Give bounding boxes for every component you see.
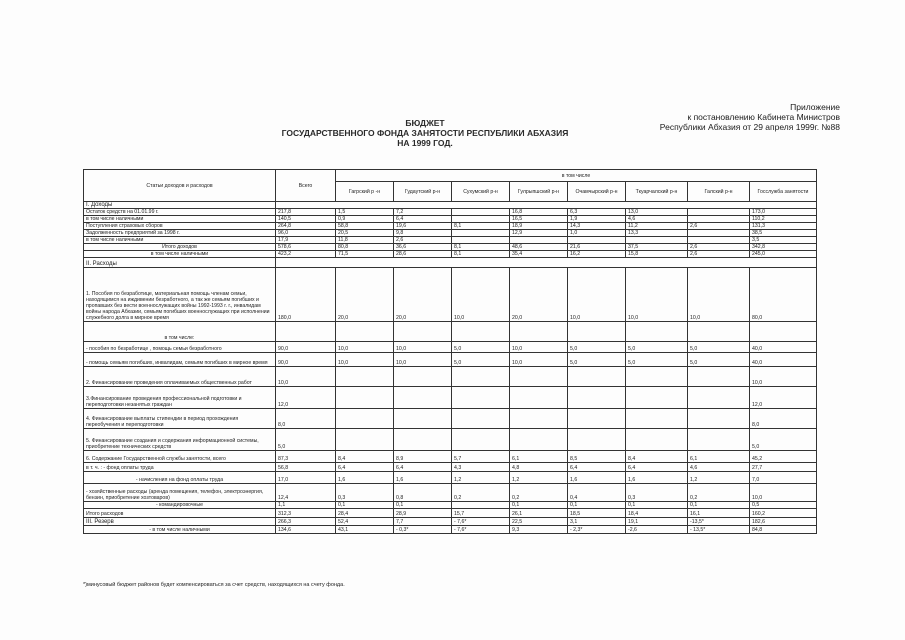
- row-value: 134,6: [276, 526, 336, 534]
- row-value: 1,1: [276, 502, 336, 509]
- row-value: 10,0: [568, 268, 626, 322]
- row-value: [510, 367, 568, 387]
- row-value: 16,8: [510, 209, 568, 216]
- row-label: Остаток средств на 01.01.99 г.: [84, 209, 276, 216]
- row-value: [688, 209, 750, 216]
- row-value: 18,5: [568, 509, 626, 518]
- table-row: [84, 502, 817, 509]
- row-value: 10,0: [452, 268, 510, 322]
- row-label: 2. Финансирование проведения оплачиваемых общественных работ: [84, 367, 276, 387]
- row-label: 4. Финансирование выплаты стипендии в период прохождения переобучения и переподготовки: [84, 409, 276, 429]
- section-row: [84, 258, 817, 268]
- row-value: 2,6: [688, 251, 750, 258]
- row-label: в том числе:: [84, 322, 276, 342]
- row-value: 80,0: [750, 268, 817, 322]
- row-label: - помощь семьям погибших, инвалидам, семьям погибших в мирное время: [84, 353, 276, 367]
- table-row: [84, 451, 817, 463]
- row-value: 90,0: [276, 353, 336, 367]
- row-value: 110,2: [750, 216, 817, 223]
- row-value: [688, 322, 750, 342]
- table-row: [84, 509, 817, 518]
- title-line-3: НА 1999 ГОД.: [397, 138, 453, 148]
- row-value: 10,0: [510, 353, 568, 367]
- row-value: 0,3: [626, 484, 688, 502]
- row-value: 16,2: [568, 251, 626, 258]
- row-value: 22,5: [510, 518, 568, 526]
- row-value: [452, 230, 510, 237]
- row-value: 264,8: [276, 223, 336, 230]
- row-value: 5,0: [688, 353, 750, 367]
- row-value: 12,0: [750, 387, 817, 409]
- row-value: 9,3: [510, 526, 568, 534]
- row-value: 1,6: [336, 472, 394, 484]
- row-value: [452, 367, 510, 387]
- row-label: в том числе наличными: [84, 251, 276, 258]
- table-row: [84, 322, 817, 342]
- row-value: 0,2: [510, 484, 568, 502]
- row-value: 84,8: [750, 526, 817, 534]
- row-value: 266,3: [276, 518, 336, 526]
- row-value: 1,6: [568, 472, 626, 484]
- budget-table: [83, 169, 817, 534]
- row-value: 26,1: [510, 509, 568, 518]
- row-value: [688, 216, 750, 223]
- row-value: 38,5: [750, 230, 817, 237]
- table-row: [84, 472, 817, 484]
- row-value: 8,0: [276, 409, 336, 429]
- table-row: [84, 429, 817, 451]
- row-value: [688, 237, 750, 244]
- row-value: 21,6: [568, 244, 626, 251]
- row-value: [626, 409, 688, 429]
- row-value: 8,1: [452, 244, 510, 251]
- row-value: 20,0: [510, 268, 568, 322]
- row-value: 96,0: [276, 230, 336, 237]
- row-value: 0,9: [336, 216, 394, 223]
- section-label: I. Доходы: [84, 202, 276, 209]
- row-value: 6,4: [336, 463, 394, 472]
- section-blank: [276, 258, 817, 268]
- table-row: [84, 230, 817, 237]
- row-value: [688, 387, 750, 409]
- row-value: 15,8: [626, 251, 688, 258]
- row-value: 3,5: [750, 237, 817, 244]
- header-district: Галский р-н: [688, 182, 750, 202]
- row-value: 0,3: [336, 484, 394, 502]
- table-row: [84, 387, 817, 409]
- row-value: 8,1: [452, 251, 510, 258]
- row-value: [452, 409, 510, 429]
- row-value: [626, 429, 688, 451]
- table-row: [84, 518, 817, 526]
- row-value: [336, 367, 394, 387]
- row-value: 20,5: [336, 230, 394, 237]
- row-value: 7,7: [394, 518, 452, 526]
- row-value: 0,1: [336, 502, 394, 509]
- row-value: 6,3: [568, 209, 626, 216]
- row-value: 36,6: [394, 244, 452, 251]
- row-value: [336, 429, 394, 451]
- row-value: [510, 429, 568, 451]
- row-value: 0,2: [452, 484, 510, 502]
- row-value: 11,2: [626, 223, 688, 230]
- header-total: Всего: [276, 170, 336, 202]
- row-value: [626, 367, 688, 387]
- section-label: II. Расходы: [84, 258, 276, 268]
- row-value: 20,0: [336, 268, 394, 322]
- document-title: [240, 118, 610, 148]
- row-value: [452, 322, 510, 342]
- row-value: 16,1: [688, 509, 750, 518]
- table-row: [84, 342, 817, 353]
- row-value: - 13,5*: [688, 526, 750, 534]
- row-value: 90,0: [276, 342, 336, 353]
- row-value: 1,2: [510, 472, 568, 484]
- row-label: Задолженность предприятий за 1998 г.: [84, 230, 276, 237]
- row-value: 12,9: [510, 230, 568, 237]
- row-value: 5,0: [750, 429, 817, 451]
- row-value: 5,0: [626, 342, 688, 353]
- row-value: 5,0: [568, 342, 626, 353]
- title-line-2: ГОСУДАРСТВЕННОГО ФОНДА ЗАНЯТОСТИ РЕСПУБЛИКИ АБХАЗИЯ: [281, 128, 569, 138]
- header-district: Гудаутский р-н: [394, 182, 452, 202]
- row-value: 5,0: [626, 353, 688, 367]
- table-row: [84, 367, 817, 387]
- row-value: 1,2: [452, 472, 510, 484]
- row-value: [510, 322, 568, 342]
- row-value: 4,8: [510, 463, 568, 472]
- row-value: 0,5: [750, 502, 817, 509]
- row-value: 71,5: [336, 251, 394, 258]
- row-value: 15,7: [452, 509, 510, 518]
- row-value: [688, 367, 750, 387]
- row-label: - в том числе наличными: [84, 526, 276, 534]
- header-including: в том числе: [336, 170, 817, 182]
- section-blank: [276, 202, 817, 209]
- row-value: 1,9: [568, 216, 626, 223]
- row-value: 1,6: [394, 472, 452, 484]
- row-value: - 7,6*: [452, 518, 510, 526]
- row-value: 140,5: [276, 216, 336, 223]
- row-value: 20,0: [394, 268, 452, 322]
- row-value: [452, 216, 510, 223]
- row-value: 14,3: [568, 223, 626, 230]
- row-value: - 2,3*: [568, 526, 626, 534]
- row-value: 245,0: [750, 251, 817, 258]
- row-value: -2,6: [626, 526, 688, 534]
- row-value: [626, 387, 688, 409]
- row-value: 3,1: [568, 518, 626, 526]
- row-value: 12,0: [276, 387, 336, 409]
- row-value: [336, 387, 394, 409]
- row-value: [510, 409, 568, 429]
- row-value: 182,6: [750, 518, 817, 526]
- header-district: Госслужба занятости: [750, 182, 817, 202]
- row-label: - пособия по безработице , помощь семьи безработного: [84, 342, 276, 353]
- row-value: 8,9: [394, 451, 452, 463]
- row-value: [336, 409, 394, 429]
- row-value: 0,8: [394, 484, 452, 502]
- row-value: -13,5*: [688, 518, 750, 526]
- row-value: 10,0: [688, 268, 750, 322]
- row-value: [394, 409, 452, 429]
- row-value: 40,0: [750, 342, 817, 353]
- row-value: 312,3: [276, 509, 336, 518]
- row-value: [276, 322, 336, 342]
- row-value: [510, 387, 568, 409]
- row-label: в т. ч. : - фонд оплаты труда: [84, 463, 276, 472]
- row-value: [394, 367, 452, 387]
- row-value: 1,2: [688, 472, 750, 484]
- row-value: [452, 387, 510, 409]
- table-row: [84, 223, 817, 230]
- section-row: [84, 202, 817, 209]
- row-value: 10,0: [394, 353, 452, 367]
- row-value: 7,2: [394, 209, 452, 216]
- row-value: 52,4: [336, 518, 394, 526]
- row-label: - начисления на фонд оплаты труда: [84, 472, 276, 484]
- row-value: 40,0: [750, 353, 817, 367]
- row-value: 1,0: [568, 230, 626, 237]
- row-value: 6,1: [688, 451, 750, 463]
- header-district: Сухумский р-н: [452, 182, 510, 202]
- row-value: - 7,6*: [452, 526, 510, 534]
- table-row: [84, 353, 817, 367]
- row-value: [394, 387, 452, 409]
- row-value: 10,0: [394, 342, 452, 353]
- row-value: 10,0: [336, 342, 394, 353]
- row-value: [394, 429, 452, 451]
- row-value: 35,4: [510, 251, 568, 258]
- row-value: [626, 237, 688, 244]
- row-value: 80,8: [336, 244, 394, 251]
- row-label: Поступления страховых сборов: [84, 223, 276, 230]
- row-value: [568, 429, 626, 451]
- row-value: [452, 237, 510, 244]
- row-value: 342,8: [750, 244, 817, 251]
- row-value: 6,4: [394, 463, 452, 472]
- row-value: 6,1: [510, 451, 568, 463]
- row-value: 578,6: [276, 244, 336, 251]
- row-value: 43,1: [336, 526, 394, 534]
- table-row: [84, 251, 817, 258]
- table-row: [84, 526, 817, 534]
- row-label: в том числе наличными: [84, 216, 276, 223]
- row-value: 10,0: [276, 367, 336, 387]
- row-value: 48,6: [510, 244, 568, 251]
- row-value: 0,1: [688, 502, 750, 509]
- row-value: 28,6: [394, 251, 452, 258]
- row-value: 37,5: [626, 244, 688, 251]
- title-line-1: БЮДЖЕТ: [405, 118, 445, 128]
- row-value: [452, 502, 510, 509]
- row-value: 58,8: [336, 223, 394, 230]
- row-value: 18,9: [510, 223, 568, 230]
- header-items: Статьи доходов и расходов: [84, 170, 276, 202]
- row-value: [510, 237, 568, 244]
- row-value: [568, 237, 626, 244]
- row-value: 5,0: [452, 342, 510, 353]
- row-value: 6,4: [568, 463, 626, 472]
- row-value: 5,0: [276, 429, 336, 451]
- row-value: 10,0: [336, 353, 394, 367]
- row-label: III. Резерв: [84, 518, 276, 526]
- row-value: 19,6: [394, 223, 452, 230]
- row-value: 423,2: [276, 251, 336, 258]
- row-value: 16,5: [510, 216, 568, 223]
- row-value: 7,0: [750, 472, 817, 484]
- row-value: 217,8: [276, 209, 336, 216]
- row-value: 5,7: [452, 451, 510, 463]
- row-value: 45,2: [750, 451, 817, 463]
- row-value: 0,1: [510, 502, 568, 509]
- header-district: Очамчырский р-н: [568, 182, 626, 202]
- row-label: Итого расходов: [84, 509, 276, 518]
- table-row: [84, 209, 817, 216]
- row-value: 8,4: [626, 451, 688, 463]
- row-value: [568, 367, 626, 387]
- row-value: 2,6: [688, 244, 750, 251]
- table-row: [84, 409, 817, 429]
- row-value: [452, 209, 510, 216]
- row-value: 17,9: [276, 237, 336, 244]
- row-value: 1,5: [336, 209, 394, 216]
- row-value: 0,4: [568, 484, 626, 502]
- table-row: [84, 216, 817, 223]
- row-value: 0,2: [688, 484, 750, 502]
- row-value: [688, 409, 750, 429]
- row-value: 87,3: [276, 451, 336, 463]
- row-value: 8,1: [452, 223, 510, 230]
- row-value: 17,0: [276, 472, 336, 484]
- row-value: [688, 230, 750, 237]
- row-value: [688, 429, 750, 451]
- table-row: [84, 484, 817, 502]
- row-value: 11,8: [336, 237, 394, 244]
- row-label: - хозяйственные расходы (аренда помещения, телефон, электроэнергия, бензин, приобретение хозтоваров): [84, 484, 276, 502]
- row-value: 5,0: [452, 353, 510, 367]
- row-value: 160,2: [750, 509, 817, 518]
- row-value: [568, 387, 626, 409]
- row-value: 6,4: [394, 216, 452, 223]
- row-value: [568, 322, 626, 342]
- appendix-line-1: Приложение: [790, 102, 840, 112]
- row-value: 12,4: [276, 484, 336, 502]
- row-value: 13,0: [626, 209, 688, 216]
- row-value: 2,6: [688, 223, 750, 230]
- row-value: [336, 322, 394, 342]
- row-label: в том числе наличными: [84, 237, 276, 244]
- table-row: [84, 237, 817, 244]
- row-value: 4,6: [626, 216, 688, 223]
- row-value: 28,4: [336, 509, 394, 518]
- row-value: 5,0: [688, 342, 750, 353]
- row-value: - 0,3*: [394, 526, 452, 534]
- row-value: 28,9: [394, 509, 452, 518]
- row-value: 8,0: [750, 409, 817, 429]
- row-value: 5,0: [568, 353, 626, 367]
- row-value: [568, 409, 626, 429]
- appendix-line-2: к постановлению Кабинета Министров: [687, 112, 840, 122]
- row-value: 2,6: [394, 237, 452, 244]
- row-value: 10,0: [750, 367, 817, 387]
- row-label: 1. Пособия по безработице, материальная помощь членам семьи, находящимся на иждивении безработного, а так же семьям погибших и пропавших без вести военнослужащих войны 1992-1993 г. г., инвалидам войны народа Абхазии, семьям погибших военнослужащих при исполнении служебного долга в мирное время: [84, 268, 276, 322]
- appendix-line-3: Республики Абхазия от 29 апреля 1999г. №88: [659, 122, 840, 132]
- row-value: 4,3: [452, 463, 510, 472]
- row-value: [750, 322, 817, 342]
- row-value: 180,0: [276, 268, 336, 322]
- row-label: 5. Финансирование создания и содержания информационной системы, приобретение технических средств: [84, 429, 276, 451]
- row-label: Итого доходов: [84, 244, 276, 251]
- header-district: Гагрский р -н: [336, 182, 394, 202]
- table-row: [84, 268, 817, 322]
- row-value: [452, 429, 510, 451]
- row-value: 10,0: [626, 268, 688, 322]
- row-value: 13,3: [626, 230, 688, 237]
- row-value: 10,0: [510, 342, 568, 353]
- row-value: 6,4: [626, 463, 688, 472]
- row-value: 56,8: [276, 463, 336, 472]
- row-value: 0,1: [568, 502, 626, 509]
- table-row: [84, 463, 817, 472]
- row-value: 4,6: [688, 463, 750, 472]
- row-value: 27,7: [750, 463, 817, 472]
- row-value: 131,3: [750, 223, 817, 230]
- row-value: 0,1: [626, 502, 688, 509]
- row-value: 19,1: [626, 518, 688, 526]
- row-value: 173,0: [750, 209, 817, 216]
- row-value: 1,6: [626, 472, 688, 484]
- appendix-note: [640, 102, 840, 132]
- row-value: 18,4: [626, 509, 688, 518]
- header-district: Ткуарчалский р-н: [626, 182, 688, 202]
- row-value: 8,5: [568, 451, 626, 463]
- footnote: *)минусовый бюджет районов будет компенсироваться за счет средств, находящихся на счету фонда.: [83, 582, 345, 588]
- table-row: [84, 244, 817, 251]
- row-value: [394, 322, 452, 342]
- row-label: 6. Содержание Государственной службы занятости, всего: [84, 451, 276, 463]
- row-value: 10,0: [750, 484, 817, 502]
- row-value: [626, 322, 688, 342]
- row-value: 0,1: [394, 502, 452, 509]
- row-label: 3.Финансирование проведения профессиональной подготовки и переподготовки незанятых граждан: [84, 387, 276, 409]
- header-district: Гулрыпшский р-н: [510, 182, 568, 202]
- row-label: - командировочные: [84, 502, 276, 509]
- row-value: 8,4: [336, 451, 394, 463]
- row-value: 9,8: [394, 230, 452, 237]
